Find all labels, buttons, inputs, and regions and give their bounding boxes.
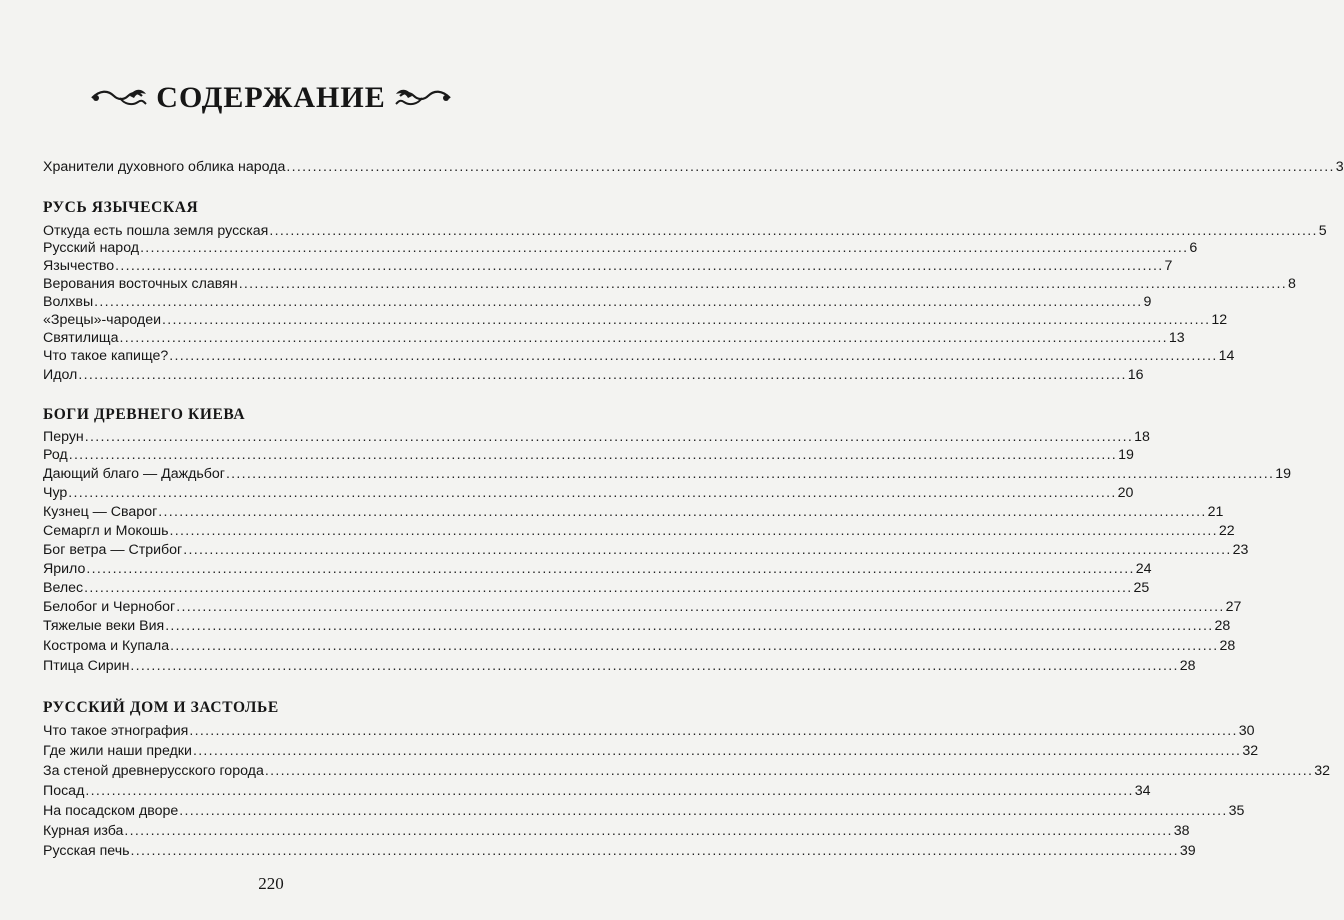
leader-dots: ........................................................................................................................................................................................................ — [169, 348, 1218, 364]
toc-entry-label: Род — [43, 447, 68, 463]
toc-entry[interactable] — [43, 238, 1198, 258]
leader-dots: ........................................................................................................................................................................................................ — [78, 367, 1127, 383]
toc-entry-page: 30 — [1238, 723, 1255, 739]
toc-entry-page: 23 — [1232, 542, 1249, 558]
leader-dots: ........................................................................................................................................................................................................ — [68, 447, 1118, 463]
leader-dots: ........................................................................................................................................................................................................ — [84, 429, 1134, 445]
toc-entry-label: Дающий благо — Даждьбог — [43, 466, 225, 482]
leader-dots: ........................................................................................................................................................................................................ — [269, 223, 1318, 239]
toc-entry[interactable] — [43, 597, 1242, 617]
toc-entry[interactable] — [43, 445, 1134, 465]
toc-entry-page: 19 — [1275, 466, 1292, 482]
toc-entry[interactable] — [43, 656, 1196, 676]
toc-entry-page: 27 — [1225, 599, 1242, 615]
toc-entry[interactable] — [43, 636, 1236, 656]
toc-entry[interactable] — [43, 365, 1144, 385]
toc-entry[interactable] — [43, 578, 1150, 598]
toc-entry-page: 34 — [1134, 783, 1151, 799]
toc-entry-label: Птица Сирин — [43, 658, 130, 674]
leader-dots: ........................................................................................................................................................................................................ — [238, 276, 1288, 292]
toc-entry[interactable] — [43, 328, 1185, 348]
page-title: СОДЕРЖАНИЕ — [156, 81, 386, 114]
leader-dots: ........................................................................................................................................................................................................ — [286, 159, 1335, 175]
page-number: 220 — [258, 874, 284, 893]
toc-entry[interactable] — [43, 427, 1150, 447]
toc-entry[interactable] — [43, 801, 1245, 821]
leader-dots: ........................................................................................................................................................................................................ — [225, 466, 1275, 482]
toc-entry[interactable] — [43, 310, 1228, 330]
toc-entry-label: Чур — [43, 485, 68, 501]
toc-entry[interactable] — [43, 821, 1190, 841]
toc-entry-label: Святилища — [43, 330, 119, 346]
toc-entry[interactable] — [43, 721, 1255, 741]
section-heading: БОГИ ДРЕВНЕГО КИЕВА — [43, 406, 246, 423]
leader-dots: ........................................................................................................................................................................................................ — [170, 638, 1219, 654]
toc-entry[interactable] — [43, 256, 1173, 276]
leader-dots: ........................................................................................................................................................................................................ — [86, 561, 1135, 577]
toc-entry-page: 35 — [1228, 803, 1245, 819]
leader-dots: ........................................................................................................................................................................................................ — [68, 485, 1117, 501]
toc-entry[interactable] — [43, 521, 1235, 541]
toc-entry[interactable] — [43, 464, 1292, 484]
leader-dots: ........................................................................................................................................................................................................ — [192, 743, 1242, 759]
toc-entry-page: 28 — [1219, 638, 1236, 654]
leader-dots: ........................................................................................................................................................................................................ — [264, 763, 1314, 779]
leader-dots: ........................................................................................................................................................................................................ — [94, 294, 1143, 310]
leader-dots: ........................................................................................................................................................................................................ — [169, 523, 1218, 539]
leader-dots: ........................................................................................................................................................................................................ — [179, 803, 1228, 819]
toc-entry-page: 21 — [1207, 504, 1224, 520]
section-heading: РУССКИЙ ДОМ И ЗАСТОЛЬЕ — [43, 699, 279, 716]
toc-entry-label: Откуда есть пошла земля русская — [43, 223, 269, 239]
toc-entry-label: Русская печь — [43, 843, 130, 859]
leader-dots: ........................................................................................................................................................................................................ — [130, 658, 1179, 674]
toc-entry-label: «Зрецы»-чародеи — [43, 312, 162, 328]
toc-entry-page: 20 — [1117, 485, 1134, 501]
toc-entry-page: 12 — [1211, 312, 1228, 328]
toc-entry-page: 8 — [1288, 276, 1296, 292]
toc-entry-label: На посадском дворе — [43, 803, 179, 819]
leader-dots: ........................................................................................................................................................................................................ — [124, 823, 1173, 839]
leader-dots: ........................................................................................................................................................................................................ — [119, 330, 1168, 346]
toc-entry[interactable] — [43, 274, 1296, 294]
toc-entry-page: 32 — [1314, 763, 1330, 779]
toc-entry-page: 13 — [1168, 330, 1185, 346]
toc-entry-page: 25 — [1133, 580, 1150, 596]
toc-entry-page: 38 — [1173, 823, 1190, 839]
toc-entry-label: Хранители духовного облика народа — [43, 159, 286, 175]
toc-entry-page: 28 — [1214, 618, 1231, 634]
toc-entry[interactable] — [43, 483, 1134, 503]
right-ornament-icon — [394, 86, 452, 110]
toc-entry-label: За стеной древнерусского города — [43, 763, 264, 779]
leader-dots: ........................................................................................................................................................................................................ — [84, 580, 1133, 596]
toc-entry-label: Перун — [43, 429, 84, 445]
toc-entry[interactable] — [43, 157, 1344, 177]
toc-entry-label: Кострома и Купала — [43, 638, 170, 654]
toc-entry-label: Идол — [43, 367, 78, 383]
toc-entry-label: Что такое капище? — [43, 348, 169, 364]
toc-entry-label: Посад — [43, 783, 85, 799]
toc-entry[interactable] — [43, 616, 1231, 636]
toc-entry-page: 16 — [1127, 367, 1144, 383]
leader-dots: ........................................................................................................................................................................................................ — [115, 258, 1164, 274]
leader-dots: ........................................................................................................................................................................................................ — [130, 843, 1179, 859]
toc-entry-label: Волхвы — [43, 294, 94, 310]
toc-entry-page: 19 — [1118, 447, 1134, 463]
toc-entry[interactable] — [43, 559, 1152, 579]
toc-entry-page: 39 — [1179, 843, 1196, 859]
toc-entry-label: Что такое этнография — [43, 723, 189, 739]
toc-entry-label: Кузнец — Сварог — [43, 504, 158, 520]
toc-entry-page: 9 — [1143, 294, 1152, 310]
toc-entry[interactable] — [43, 540, 1249, 560]
toc-entry-page: 3 — [1335, 159, 1344, 175]
toc-entry-label: Бог ветра — Стрибог — [43, 542, 183, 558]
section-heading: РУСЬ ЯЗЫЧЕСКАЯ — [43, 199, 199, 216]
leader-dots: ........................................................................................................................................................................................................ — [162, 312, 1211, 328]
toc-entry-label: Белобог и Чернобог — [43, 599, 176, 615]
toc-entry-page: 32 — [1242, 743, 1259, 759]
toc-entry-label: Велес — [43, 580, 84, 596]
toc-entry-page: 28 — [1179, 658, 1196, 674]
toc-entry[interactable] — [43, 502, 1224, 522]
toc-entry-page: 18 — [1134, 429, 1150, 445]
toc-entry[interactable] — [43, 292, 1152, 312]
toc-entry[interactable] — [43, 761, 1330, 781]
leader-dots: ........................................................................................................................................................................................................ — [165, 618, 1214, 634]
leader-dots: ........................................................................................................................................................................................................ — [158, 504, 1207, 520]
toc-entry[interactable] — [43, 841, 1196, 861]
toc-entry-label: Язычество — [43, 258, 115, 274]
toc-entry-label: Семаргл и Мокошь — [43, 523, 169, 539]
toc-entry-label: Русский народ — [43, 240, 140, 256]
toc-entry[interactable] — [43, 346, 1235, 366]
toc-entry-page: 5 — [1318, 223, 1327, 239]
toc-entry-page: 6 — [1189, 240, 1198, 256]
leader-dots: ........................................................................................................................................................................................................ — [176, 599, 1225, 615]
leader-dots: ........................................................................................................................................................................................................ — [189, 723, 1238, 739]
toc-entry-label: Курная изба — [43, 823, 124, 839]
left-ornament-icon — [90, 86, 148, 110]
toc-entry-label: Где жили наши предки — [43, 743, 192, 759]
toc-entry-label: Тяжелые веки Вия — [43, 618, 165, 634]
toc-entry-label: Ярило — [43, 561, 86, 577]
leader-dots: ........................................................................................................................................................................................................ — [140, 240, 1189, 256]
toc-entry-page: 22 — [1218, 523, 1235, 539]
toc-entry[interactable] — [43, 781, 1151, 801]
toc-entry-page: 7 — [1164, 258, 1173, 274]
toc-entry-label: Верования восточных славян — [43, 276, 238, 292]
toc-entry-page: 14 — [1218, 348, 1235, 364]
leader-dots: ........................................................................................................................................................................................................ — [183, 542, 1232, 558]
toc-entry-page: 24 — [1135, 561, 1152, 577]
leader-dots: ........................................................................................................................................................................................................ — [85, 783, 1134, 799]
toc-entry[interactable] — [43, 741, 1259, 761]
title-block — [0, 78, 542, 118]
